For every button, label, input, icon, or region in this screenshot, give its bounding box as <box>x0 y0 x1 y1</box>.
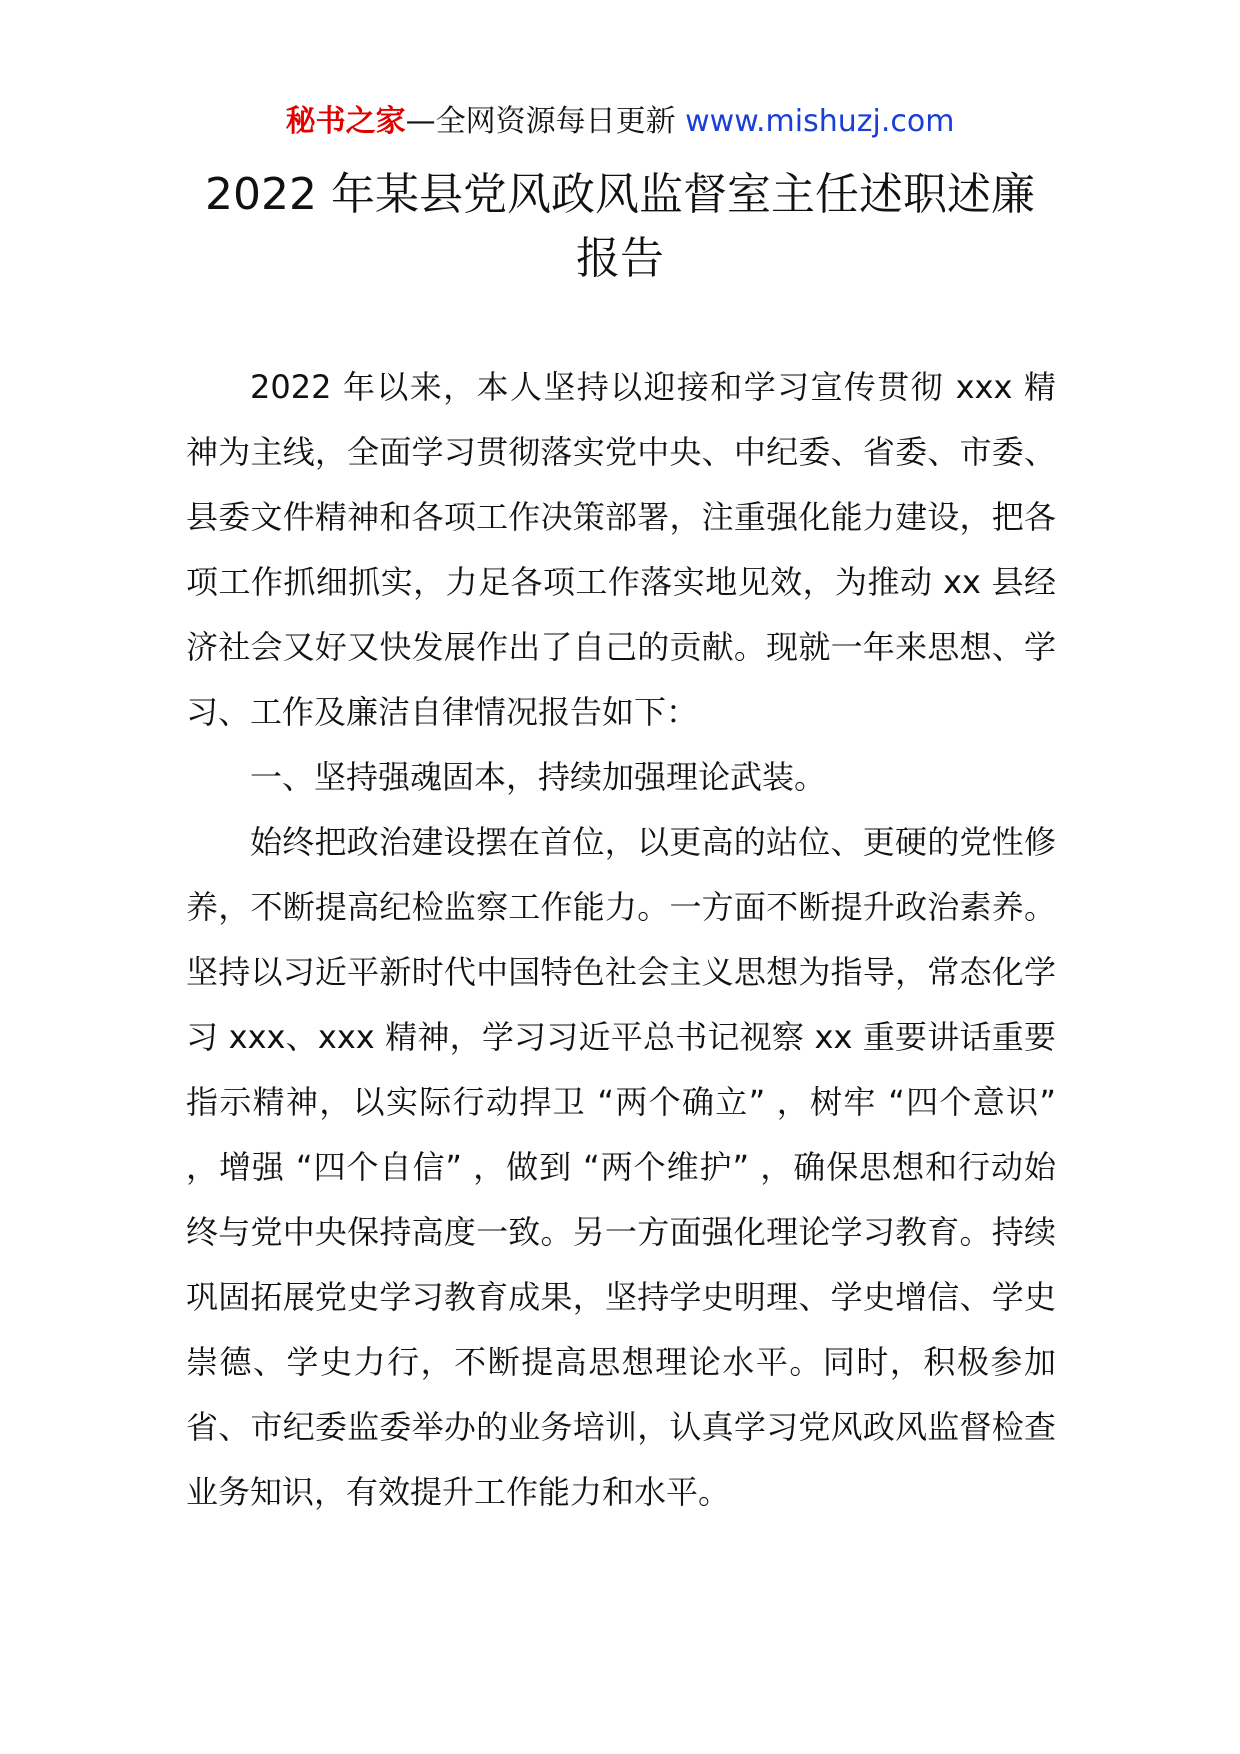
site-url-link[interactable]: www.mishuzj.com <box>685 104 955 139</box>
paragraph-section-1: 始终把政治建设摆在首位，以更高的站位、更硬的党性修养，不断提高纪检监察工作能力。一方面不断提升政治素养。坚持以习近平新时代中国特色社会主义思想为指导，常态化学习 xxx、xxx 精神，学习习近平总书记视察 xx 重要讲话重要指示精神，以实际行动捍卫 “两个确立” ，树牢 “四个意识” ，增强 “四个自信” ，做到 “两个维护” ，确保思想和行动始终与党中央保持高度一致。另一方面强化理论学习教育。持续巩固拓展党史学习教育成果，坚持学史明理、学史增信、学史崇德、学史力行，不断提高思想理论水平。同时，积极参加省、市纪委监委举办的业务培训，认真学习党风政风监督检查业务知识，有效提升工作能力和水平。 <box>186 823 1056 1511</box>
document-title <box>120 163 1120 291</box>
document-body <box>186 355 1056 1525</box>
document-title-line-2: 报告 <box>576 233 664 284</box>
document-title-line-1: 2022 年某县党风政风监督室主任述职述廉 <box>205 169 1035 220</box>
site-header <box>0 100 1240 144</box>
paragraph-intro: 2022 年以来，本人坚持以迎接和学习宣传贯彻 xxx 精神为主线，全面学习贯彻落实党中央、中纪委、省委、市委、县委文件精神和各项工作决策部署，注重强化能力建设，把各项工作抓细抓实，力足各项工作落实地见效，为推动 xx 县经济社会又好又快发展作出了自己的贡献。现就一年来思想、学习、工作及廉洁自律情况报告如下： <box>186 368 1056 731</box>
brand-name: 秘书之家 <box>285 104 406 139</box>
header-tagline: —全网资源每日更新 <box>405 104 676 139</box>
section-heading-1: 一、坚持强魂固本，持续加强理论武装。 <box>250 758 827 796</box>
